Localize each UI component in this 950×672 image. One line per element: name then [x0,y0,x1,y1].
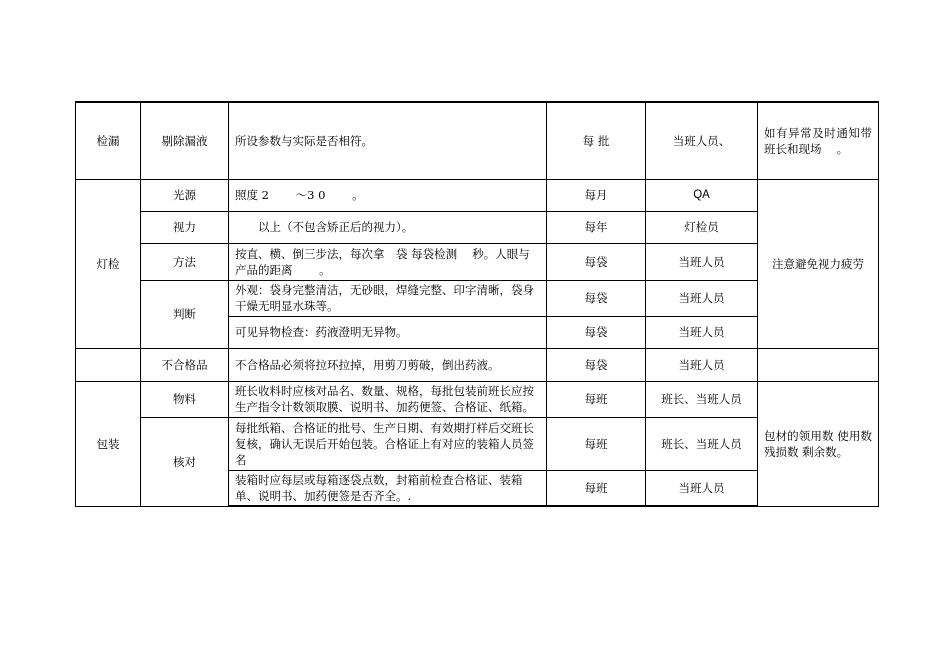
frequency-cell: 每袋 [547,280,646,316]
table-row [76,348,879,381]
content-cell: 照度 2 ～3 0 。 [229,179,547,211]
item-cell: 判断 [141,280,229,348]
content-cell: 不合格品必须将拉环拉掉，用剪刀剪破，倒出药液。 [229,348,547,381]
responsible-cell: 当班人员 [646,243,758,280]
frequency-cell: 每年 [547,211,646,243]
content-cell: 可见异物检查：药液澄明无异物。 [229,316,547,348]
responsible-cell: 当班人员 [646,348,758,381]
note-cell: 包材的领用数 使用数 残损数 剩余数。 [758,381,879,506]
responsible-cell: 当班人员 [646,470,758,506]
frequency-cell: 每袋 [547,348,646,381]
content-cell: 班长收料时应核对品名、数量、规格，每批包装前班长应按生产指令计数领取膜、说明书、加药便签、合格证、纸箱。 [229,381,547,417]
responsible-cell: 班长、当班人员 [646,381,758,417]
table-row [76,381,879,417]
frequency-cell: 每班 [547,470,646,506]
responsible-cell: 当班人员 [646,280,758,316]
frequency-cell: 每班 [547,381,646,417]
inspection-table [75,101,879,507]
note-cell: 注意避免视力疲劳 [758,179,879,348]
frequency-cell: 每 批 [547,102,646,179]
responsible-cell: 当班人员、 [646,102,758,179]
note-cell: 如有异常及时通知带班长和现场 。 [758,102,879,179]
category-cell: 包装 [76,381,141,506]
item-cell: 物料 [141,381,229,417]
item-cell: 不合格品 [141,348,229,381]
content-cell: 以上（不包含矫正后的视力）。 [229,211,547,243]
item-cell: 剔除漏液 [141,102,229,179]
item-cell: 光源 [141,179,229,211]
frequency-cell: 每班 [547,417,646,470]
responsible-cell: 当班人员 [646,316,758,348]
table-row [76,179,879,211]
responsible-cell: QA [646,179,758,211]
note-cell [758,348,879,381]
content-cell: 外观：袋身完整清洁，无砂眼，焊缝完整、印字清晰，袋身干燥无明显水珠等。 [229,280,547,316]
frequency-cell: 每袋 [547,316,646,348]
item-cell: 视力 [141,211,229,243]
content-cell: 每批纸箱、合格证的批号、生产日期、有效期打样后交班长复核，确认无误后开始包装。合格证上有对应的装箱人员签名 [229,417,547,470]
category-cell [76,348,141,381]
content-cell: 所设参数与实际是否相符。 [229,102,547,179]
content-cell: 装箱时应每层或每箱逐袋点数，封箱前检查合格证、装箱单、说明书、加药便签是否齐全。. [229,470,547,506]
category-cell: 灯检 [76,179,141,348]
content-cell: 按直、横、倒三步法，每次拿 袋 每袋检测 秒。人眼与产品的距离 。 [229,243,547,280]
responsible-cell: 灯检员 [646,211,758,243]
item-cell: 方法 [141,243,229,280]
table-row [76,102,879,179]
frequency-cell: 每袋 [547,243,646,280]
frequency-cell: 每月 [547,179,646,211]
responsible-cell: 班长、当班人员 [646,417,758,470]
item-cell: 核对 [141,417,229,506]
category-cell: 检漏 [76,102,141,179]
